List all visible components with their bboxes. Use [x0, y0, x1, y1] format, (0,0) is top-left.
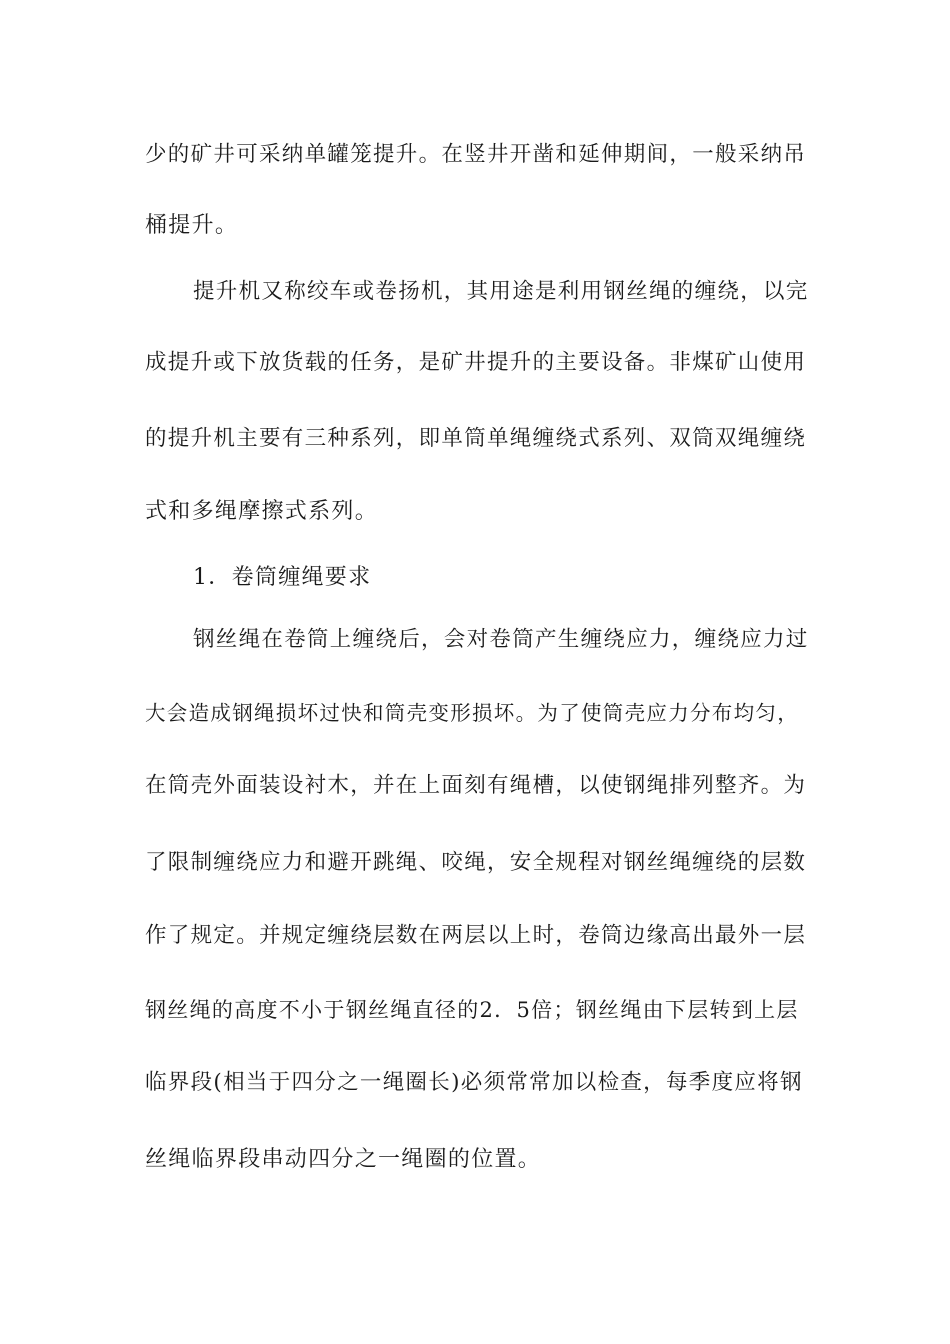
text-line: 在筒壳外面装设衬木，并在上面刻有绳槽，以使钢绳排列整齐。为 [145, 773, 807, 798]
text-line: 少的矿井可采纳单罐笼提升。在竖井开凿和延伸期间，一般采纳吊 [145, 142, 807, 167]
text-line: 桶提升。 [145, 213, 239, 238]
text-line: 钢丝绳在卷筒上缠绕后，会对卷筒产生缠绕应力，缠绕应力过 [193, 627, 809, 652]
text-line: 丝绳临界段串动四分之一绳圈的位置。 [145, 1147, 542, 1172]
text-line: 成提升或下放货载的任务，是矿井提升的主要设备。非煤矿山使用 [145, 350, 807, 375]
text-line: 大会造成钢绳损坏过快和筒壳变形损坏。为了使筒壳应力分布均匀， [145, 701, 799, 725]
text-line: 钢丝绳的高度不小于钢丝绳直径的2．5倍；钢丝绳由下层转到上层 [145, 998, 799, 1022]
text-line: 的提升机主要有三种系列，即单筒单绳缠绕式系列、双筒双绳缠绕 [145, 426, 807, 451]
text-line: 式和多绳摩擦式系列。 [145, 499, 379, 524]
text-line: 作了规定。并规定缠绕层数在两层以上时，卷筒边缘高出最外一层 [145, 923, 807, 948]
text-line: 了限制缠绕应力和避开跳绳、咬绳，安全规程对钢丝绳缠绕的层数 [145, 850, 807, 875]
text-line: 临界段(相当于四分之一绳圈长)必须常常加以检查，每季度应将钢 [145, 1070, 803, 1095]
text-line: 提升机又称绞车或卷扬机，其用途是利用钢丝绳的缠绕，以完 [193, 279, 809, 304]
section-heading: 1．卷筒缠绳要求 [193, 565, 372, 590]
